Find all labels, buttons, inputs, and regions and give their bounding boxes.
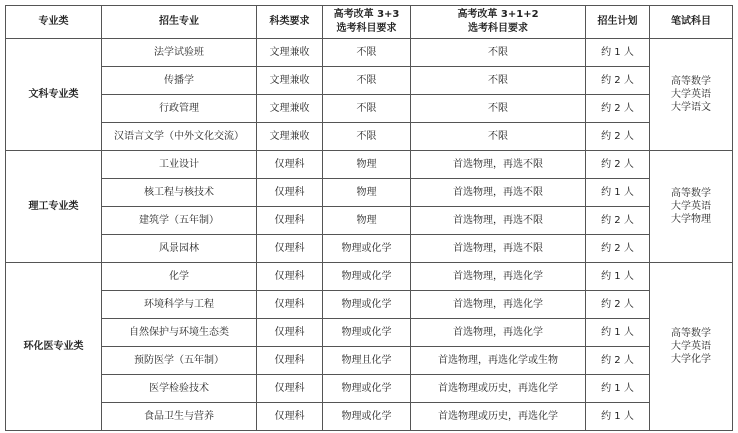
major-cell: 工业设计 (102, 151, 257, 179)
header-reform-3-1-2 (411, 6, 586, 39)
major-cell: 预防医学（五年制） (102, 347, 257, 375)
table-row (6, 67, 733, 95)
plan-cell: 约 1 人 (586, 375, 650, 403)
exam-subject: 大学化学 (671, 354, 711, 365)
reform-3-3-cell: 不限 (323, 39, 411, 67)
reform-3-3-cell: 物理 (323, 207, 411, 235)
admissions-table (5, 5, 733, 431)
plan-cell: 约 1 人 (586, 319, 650, 347)
header-plan: 招生计划 (586, 6, 650, 39)
reform-3-1-2-cell: 首选物理或历史，再选化学 (411, 375, 586, 403)
reform-3-1-2-cell: 首选物理，再选化学 (411, 319, 586, 347)
major-cell: 核工程与核技术 (102, 179, 257, 207)
header-reform-3-3 (323, 6, 411, 39)
table-row (6, 235, 733, 263)
plan-cell: 约 2 人 (586, 235, 650, 263)
major-cell: 化学 (102, 263, 257, 291)
requirement-cell: 仅理科 (257, 207, 323, 235)
plan-cell: 约 2 人 (586, 207, 650, 235)
requirement-cell: 仅理科 (257, 263, 323, 291)
requirement-cell: 仅理科 (257, 235, 323, 263)
reform-3-3-cell: 物理或化学 (323, 403, 411, 431)
plan-cell: 约 2 人 (586, 151, 650, 179)
header-major: 招生专业 (102, 6, 257, 39)
header-requirement: 科类要求 (257, 6, 323, 39)
table-row (6, 375, 733, 403)
table-body (6, 39, 733, 431)
reform-3-1-2-cell: 不限 (411, 123, 586, 151)
header-row (6, 6, 733, 39)
table-row (6, 179, 733, 207)
exam-subject: 大学语文 (671, 102, 711, 113)
exam-subject: 大学英语 (671, 201, 711, 212)
exam-subject: 高等数学 (671, 76, 711, 87)
requirement-cell: 文理兼收 (257, 123, 323, 151)
plan-cell: 约 2 人 (586, 347, 650, 375)
requirement-cell: 文理兼收 (257, 95, 323, 123)
requirement-cell: 仅理科 (257, 347, 323, 375)
major-cell: 环境科学与工程 (102, 291, 257, 319)
reform-3-1-2-cell: 首选物理或历史，再选化学 (411, 403, 586, 431)
header-reform-3-1-2-line1: 高考改革 3+1+2 (457, 9, 539, 20)
reform-3-3-cell: 物理且化学 (323, 347, 411, 375)
header-category: 专业类 (6, 6, 102, 39)
reform-3-3-cell: 物理或化学 (323, 319, 411, 347)
reform-3-1-2-cell: 首选物理，再选不限 (411, 235, 586, 263)
major-cell: 汉语言文学（中外文化交流） (102, 123, 257, 151)
table-row (6, 403, 733, 431)
requirement-cell: 仅理科 (257, 375, 323, 403)
table-row (6, 123, 733, 151)
exam-subject: 高等数学 (671, 188, 711, 199)
header-reform-3-3-line2: 选考科目要求 (336, 23, 397, 34)
category-cell: 文科专业类 (6, 39, 102, 151)
table-header (6, 6, 733, 39)
header-reform-3-1-2-line2: 选考科目要求 (468, 23, 528, 34)
reform-3-1-2-cell: 首选物理，再选化学 (411, 263, 586, 291)
table-row (6, 319, 733, 347)
requirement-cell: 仅理科 (257, 403, 323, 431)
plan-cell: 约 2 人 (586, 67, 650, 95)
reform-3-3-cell: 不限 (323, 67, 411, 95)
reform-3-1-2-cell: 不限 (411, 39, 586, 67)
plan-cell: 约 2 人 (586, 291, 650, 319)
requirement-cell: 文理兼收 (257, 67, 323, 95)
requirement-cell: 文理兼收 (257, 39, 323, 67)
reform-3-3-cell: 物理或化学 (323, 375, 411, 403)
exam-subjects-cell (650, 39, 733, 151)
reform-3-3-cell: 物理或化学 (323, 235, 411, 263)
major-cell: 食品卫生与营养 (102, 403, 257, 431)
reform-3-1-2-cell: 首选物理，再选不限 (411, 207, 586, 235)
exam-subject: 大学英语 (671, 89, 711, 100)
exam-subject: 高等数学 (671, 328, 711, 339)
header-reform-3-3-line1: 高考改革 3+3 (333, 9, 400, 20)
major-cell: 传播学 (102, 67, 257, 95)
plan-cell: 约 1 人 (586, 403, 650, 431)
table-row (6, 207, 733, 235)
table-row (6, 95, 733, 123)
reform-3-1-2-cell: 不限 (411, 67, 586, 95)
reform-3-1-2-cell: 首选物理，再选不限 (411, 151, 586, 179)
exam-subjects-cell (650, 151, 733, 263)
plan-cell: 约 1 人 (586, 39, 650, 67)
table-row (6, 263, 733, 291)
major-cell: 建筑学（五年制） (102, 207, 257, 235)
reform-3-1-2-cell: 首选物理，再选化学 (411, 291, 586, 319)
reform-3-1-2-cell: 首选物理，再选不限 (411, 179, 586, 207)
table-row (6, 151, 733, 179)
plan-cell: 约 2 人 (586, 123, 650, 151)
reform-3-1-2-cell: 不限 (411, 95, 586, 123)
plan-cell: 约 1 人 (586, 263, 650, 291)
reform-3-3-cell: 物理 (323, 151, 411, 179)
category-cell: 理工专业类 (6, 151, 102, 263)
major-cell: 行政管理 (102, 95, 257, 123)
requirement-cell: 仅理科 (257, 179, 323, 207)
reform-3-3-cell: 不限 (323, 95, 411, 123)
major-cell: 法学试验班 (102, 39, 257, 67)
reform-3-3-cell: 物理或化学 (323, 263, 411, 291)
reform-3-1-2-cell: 首选物理，再选化学或生物 (411, 347, 586, 375)
table-row (6, 291, 733, 319)
major-cell: 自然保护与环境生态类 (102, 319, 257, 347)
requirement-cell: 仅理科 (257, 151, 323, 179)
header-exam: 笔试科目 (650, 6, 733, 39)
plan-cell: 约 2 人 (586, 95, 650, 123)
category-cell: 环化医专业类 (6, 263, 102, 431)
major-cell: 医学检验技术 (102, 375, 257, 403)
table-row (6, 39, 733, 67)
exam-subjects-cell (650, 263, 733, 431)
plan-cell: 约 1 人 (586, 179, 650, 207)
exam-subject: 大学英语 (671, 341, 711, 352)
reform-3-3-cell: 物理或化学 (323, 291, 411, 319)
requirement-cell: 仅理科 (257, 291, 323, 319)
exam-subject: 大学物理 (671, 214, 711, 225)
major-cell: 风景园林 (102, 235, 257, 263)
table-row (6, 347, 733, 375)
reform-3-3-cell: 不限 (323, 123, 411, 151)
requirement-cell: 仅理科 (257, 319, 323, 347)
reform-3-3-cell: 物理 (323, 179, 411, 207)
